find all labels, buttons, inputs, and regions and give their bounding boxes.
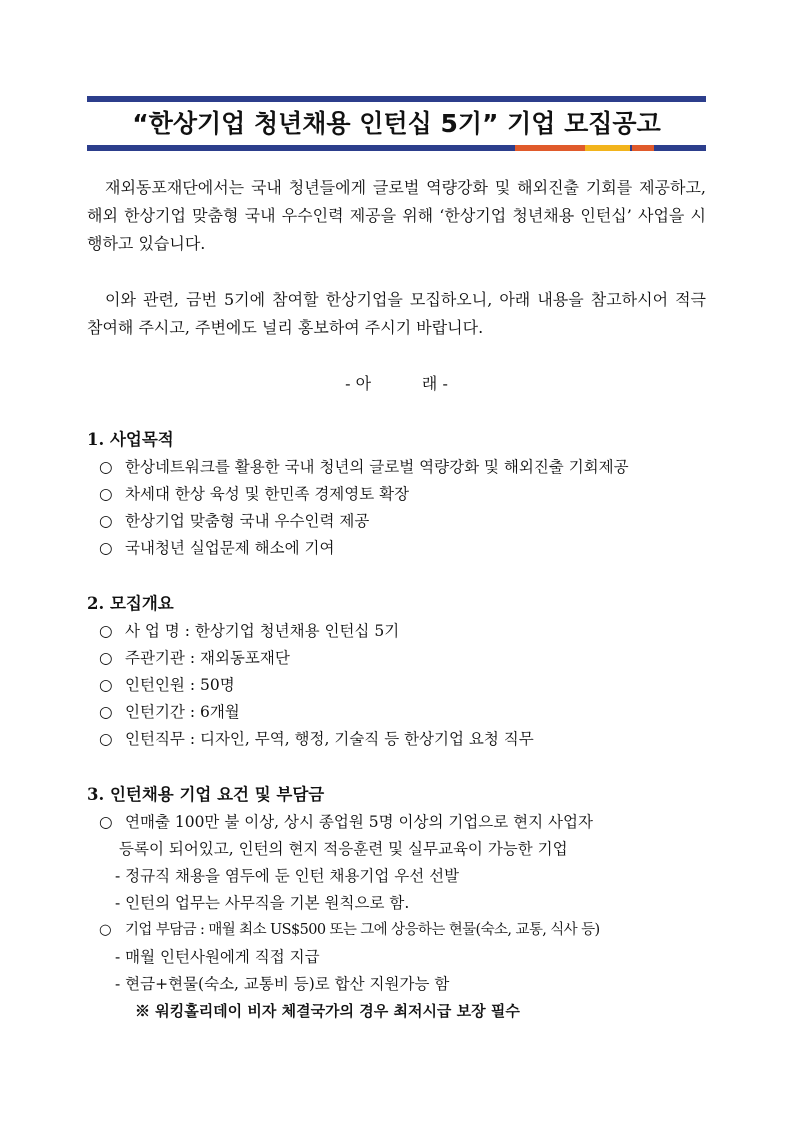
list-item-continuation: 등록이 되어있고, 인턴의 현지 적응훈련 및 실무교육이 가능한 기업	[119, 840, 568, 858]
section-3-heading: 3. 인턴채용 기업 요건 및 부담금	[87, 785, 325, 804]
bullet-icon: ○	[99, 703, 113, 721]
list-item: ○ 연매출 100만 불 이상, 상시 종업원 5명 이상의 기업으로 현지 사업자	[87, 809, 706, 836]
title-top-rule	[87, 96, 706, 102]
title-accent-yellow	[585, 145, 630, 151]
bullet-icon: ○	[99, 813, 113, 831]
bullet-icon: ○	[99, 485, 113, 503]
list-item: ○ 한상기업 맞춤형 국내 우수인력 제공	[87, 508, 706, 535]
section-1-heading: 1. 사업목적	[87, 430, 174, 449]
title-accent-orange-1	[515, 145, 585, 151]
bullet-icon: ○	[99, 676, 113, 694]
bullet-icon: ○	[99, 622, 113, 640]
list-item: ○ 인턴인원 : 50명	[87, 672, 706, 699]
list-item: ○ 기업 부담금 : 매월 최소 US$500 또는 그에 상응하는 현물(숙소, 교통, 식사 등)	[87, 917, 706, 944]
list-item: ○ 한상네트워크를 활용한 국내 청년의 글로벌 역량강화 및 해외진출 기회제공	[87, 454, 706, 481]
page-title: “한상기업 청년채용 인턴십 5기” 기업 모집공고	[132, 109, 661, 138]
title-accent-orange-2	[632, 145, 654, 151]
list-item: ○ 주관기관 : 재외동포재단	[87, 645, 706, 672]
sub-item: - 현금+현물(숙소, 교통비 등)로 합산 지원가능 함	[115, 975, 450, 993]
sub-item: - 정규직 채용을 염두에 둔 인턴 채용기업 우선 선발	[115, 867, 460, 885]
sub-item: - 인턴의 업무는 사무직을 기본 원칙으로 함.	[115, 894, 410, 912]
bullet-icon: ○	[99, 512, 113, 530]
list-item: ○ 인턴직무 : 디자인, 무역, 행정, 기술직 등 한상기업 요청 직무	[87, 726, 706, 753]
section-2-heading: 2. 모집개요	[87, 594, 174, 613]
below-marker: - 아 래 -	[345, 374, 448, 393]
bullet-icon: ○	[99, 922, 112, 938]
list-item: ○ 국내청년 실업문제 해소에 기여	[87, 535, 706, 562]
note: ※ 워킹홀리데이 비자 체결국가의 경우 최저시급 보장 필수	[135, 1002, 520, 1020]
intro-paragraph-2: 이와 관련, 금번 5기에 참여할 한상기업을 모집하오니, 아래 내용을 참고하시어 적극 참여해 주시고, 주변에도 널리 홍보하여 주시기 바랍니다.	[87, 290, 706, 337]
list-item: ○ 인턴기간 : 6개월	[87, 699, 706, 726]
list-item: ○ 사 업 명 : 한상기업 청년채용 인턴십 5기	[87, 618, 706, 645]
document-body	[87, 174, 706, 1025]
intro-paragraph-1: 재외동포재단에서는 국내 청년들에게 글로벌 역량강화 및 해외진출 기회를 제공하고, 해외 한상기업 맞춤형 국내 우수인력 제공을 위해 ‘한상기업 청년채용 인턴십’ 사업을 시행하고 있습니다.	[87, 178, 706, 253]
list-item: ○ 차세대 한상 육성 및 한민족 경제영토 확장	[87, 481, 706, 508]
bullet-icon: ○	[99, 539, 113, 557]
bullet-icon: ○	[99, 730, 113, 748]
sub-item: - 매월 인턴사원에게 직접 지급	[115, 948, 320, 966]
bullet-icon: ○	[99, 649, 113, 667]
bullet-icon: ○	[99, 458, 113, 476]
